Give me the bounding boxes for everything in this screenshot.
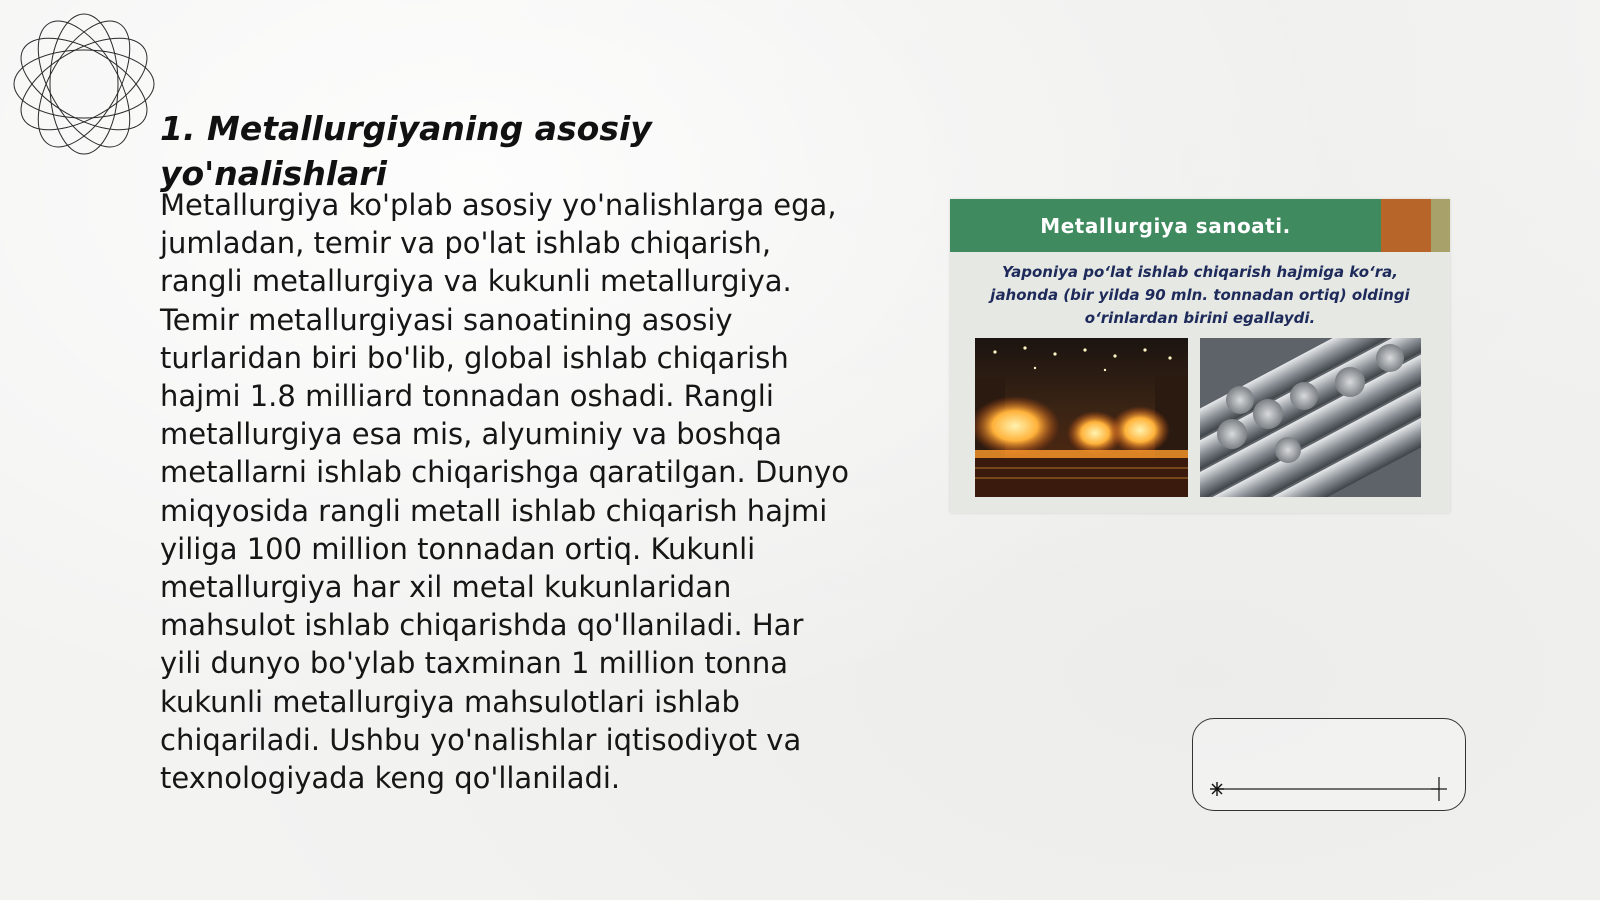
embedded-slide-image [950,199,1450,513]
card-header-accent [1381,199,1431,252]
foundry-photo [975,338,1188,497]
slide-title: 1. Metallurgiyaning asosiy yo'nalishlari [160,109,652,193]
steel-bars-photo [1200,338,1421,497]
circle-rosette-icon [10,10,158,158]
card-header-title: Metallurgiya sanoati. [1040,213,1291,238]
card-header-accent-secondary [1431,199,1450,252]
progress-line-widget [1192,718,1466,811]
widget-line [1193,719,1465,810]
slide-body-text: Metallurgiya ko'plab asosiy yo'nalishlarga ega, jumladan, temir va po'lat ishlab chiqarish, rangli metallurgiya va kukunli metallurgiya. Temir metallurgiyasi sanoatining asosiy turlaridan biri bo'lib, global ishlab chiqarish hajmi 1.8 milliard tonnadan oshadi. Rangli metallurgiya esa mis, alyuminiy va boshqa metallarni ishlab chiqarishga qaratilgan. Dunyo miqyosida rangli metall ishlab chiqarish hajmi yiliga 100 million tonnadan ortiq. Kukunli metallurgiya har xil metal kukunlaridan mahsulot ishlab chiqarishda qo'llaniladi. Har yili dunyo bo'ylab taxminan 1 million tonna kukunli metallurgiya mahsulotlari ishlab chiqariladi. Ushbu yo'nalishlar iqtisodiyot va texnologiyada keng qo'llaniladi. [160,188,849,796]
plus-icon [1431,777,1447,801]
card-header [950,199,1381,252]
card-caption: Yaponiya po‘lat ishlab chiqarish hajmiga ko‘ra, jahonda (bir yilda 90 mln. tonnadan ortiq) oldingi o‘rinlardan birini egallaydi. [990,263,1410,327]
sparkle-icon [1210,782,1224,796]
